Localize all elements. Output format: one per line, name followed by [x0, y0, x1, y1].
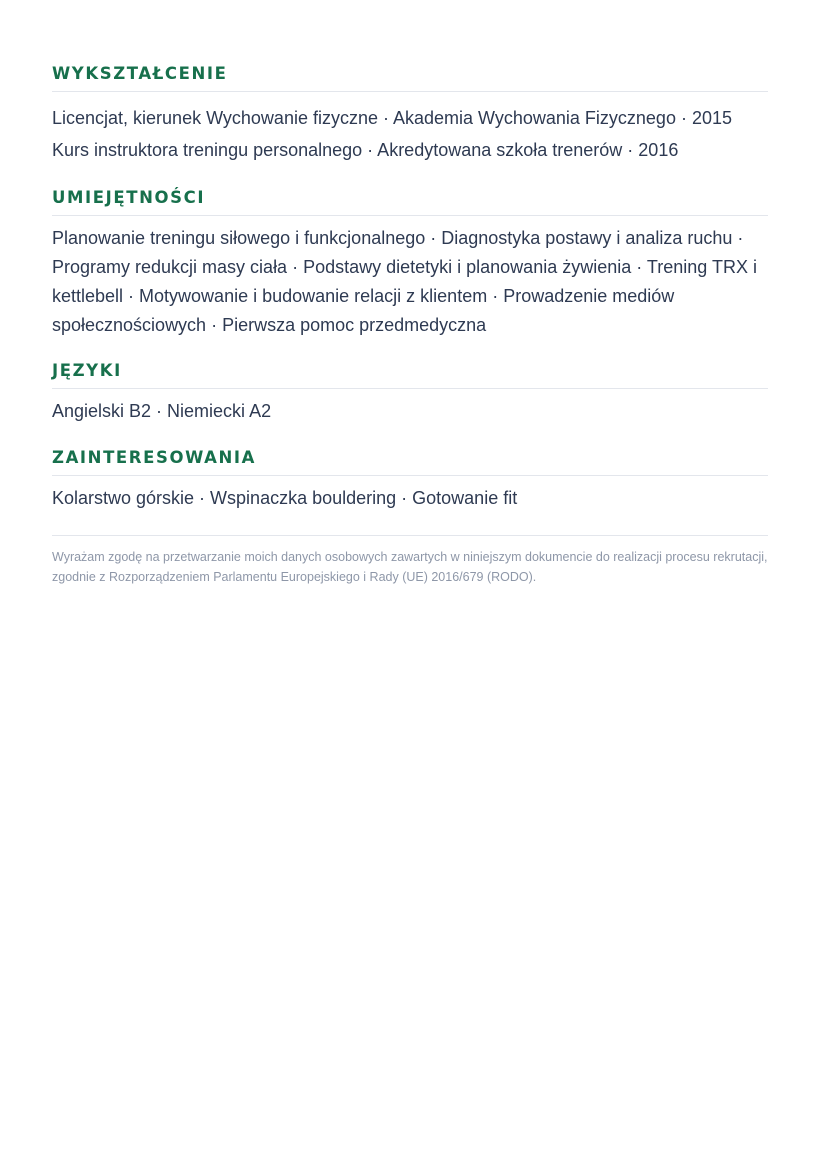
gdpr-consent-clause: Wyrażam zgodę na przetwarzanie moich danych osobowych zawartych w niniejszym dokumencie do realizacji procesu rekrutacji, zgodnie z Rozporządzeniem Parlamentu Europejskiego i Rady (UE) 2016/679 (RODO). [52, 550, 768, 584]
interests-list: Kolarstwo górskie · Wspinaczka bouldering · Gotowanie fit [52, 488, 518, 508]
skills-section [52, 187, 768, 340]
education-heading: WYKSZTAŁCENIE [52, 63, 768, 92]
languages-section [52, 360, 768, 427]
languages-heading: JĘZYKI [52, 360, 768, 389]
education-list [52, 102, 768, 166]
consent-divider [52, 535, 768, 536]
skills-list: Planowanie treningu siłowego i funkcjonalnego · Diagnostyka postawy i analiza ruchu · Programy redukcji masy ciała · Podstawy dietetyki i planowania żywienia · Trening TRX i kettlebell · Motywowanie i budowanie relacji z klientem · Prowadzenie mediów społecznościowych · Pierwsza pomoc przedmedyczna [52, 228, 757, 335]
skills-heading: UMIEJĘTNOŚCI [52, 187, 768, 216]
education-item: Licencjat, kierunek Wychowanie fizyczne · Akademia Wychowania Fizycznego · 2015 [52, 108, 732, 128]
education-section [52, 63, 768, 166]
languages-list: Angielski B2 · Niemiecki A2 [52, 401, 272, 421]
resume-page [52, 0, 768, 587]
interests-section [52, 447, 768, 514]
education-item: Kurs instruktora treningu personalnego · Akredytowana szkoła trenerów · 2016 [52, 140, 679, 160]
interests-heading: ZAINTERESOWANIA [52, 447, 768, 476]
